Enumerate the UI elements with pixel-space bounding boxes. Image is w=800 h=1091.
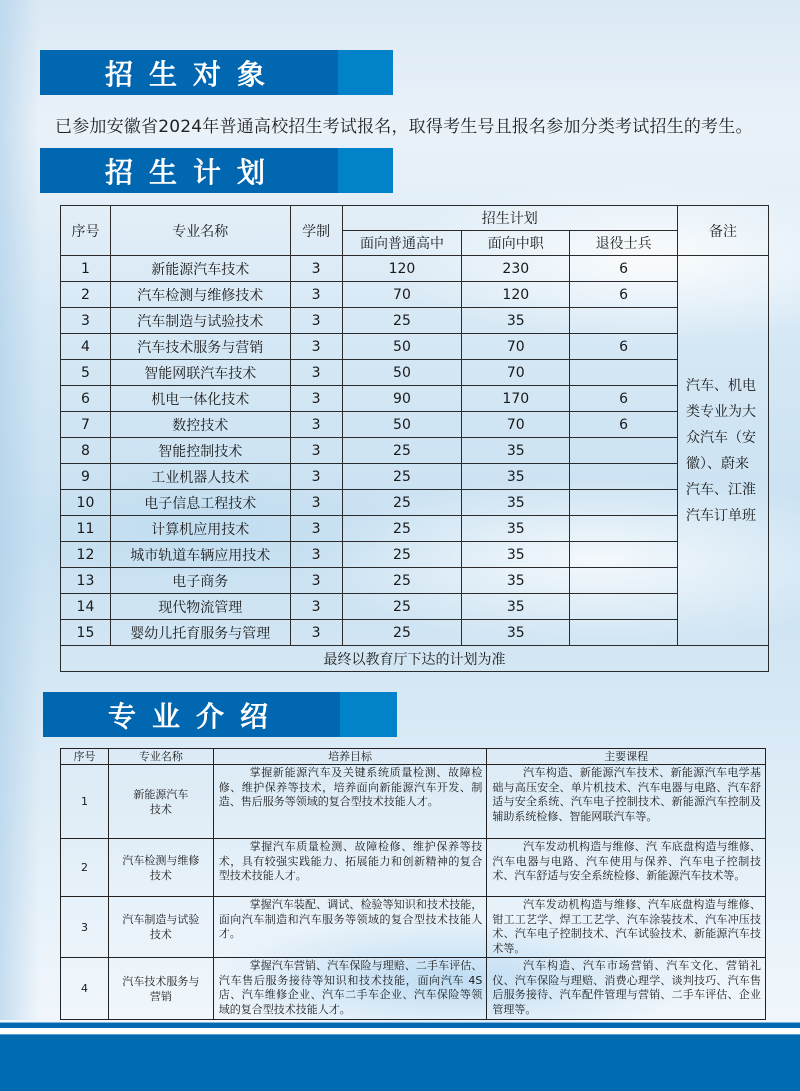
cell-general-hs: 90 [342, 386, 462, 412]
cell-major: 新能源汽车技术 [110, 256, 290, 282]
section-header-intro [43, 692, 397, 737]
cell-general-hs: 25 [342, 568, 462, 594]
cell-courses: 汽车构造、汽车市场营销、汽车文化、营销礼仪、汽车保险与理赔、消费心理学、谈判技巧、汽车售后服务接待、汽车配件管理与营销、二手车评估、企业管理等。 [487, 958, 766, 1020]
cell-goal: 掌握汽车装配、调试、检验等知识和技术技能，面向汽车制造和汽车服务等领域的复合型技术技能人才。 [213, 897, 487, 958]
cell-vocational: 35 [462, 594, 570, 620]
cell-veterans [570, 568, 678, 594]
section-title: 专业介绍 [43, 692, 340, 737]
section-header-target [40, 50, 393, 95]
cell-years: 3 [290, 620, 342, 646]
target-description: 已参加安徽省2024年普通高校招生考试报名，取得考生号且报名参加分类考试招生的考生。 [55, 117, 753, 137]
cell-general-hs: 25 [342, 516, 462, 542]
major-name-line: 新能源汽车 [133, 787, 189, 801]
cell-index: 3 [61, 897, 109, 958]
cell-major: 机电一体化技术 [110, 386, 290, 412]
cell-major [108, 765, 213, 839]
table-row [61, 412, 769, 438]
section-bar-accent [338, 50, 393, 95]
table-row [61, 620, 769, 646]
cell-courses: 汽车发动机构造与维修、汽车底盘构造与维修、钳工工艺学、焊工工艺学、汽车涂装技术、汽车冲压技术、汽车电子控制技术、汽车试验技术、新能源汽车技术等。 [487, 897, 766, 958]
table-row [61, 334, 769, 360]
cell-veterans: 6 [570, 386, 678, 412]
cell-years: 3 [290, 308, 342, 334]
cell-index: 4 [61, 958, 109, 1020]
cell-major [108, 897, 213, 958]
cell-veterans [570, 542, 678, 568]
cell-vocational: 230 [462, 256, 570, 282]
cell-years: 3 [290, 412, 342, 438]
cell-goal: 掌握汽车营销、汽车保险与理赔、二手车评估、汽车售后服务接待等知识和技术技能，面向汽车 4S 店、汽车维修企业、汽车二手车企业、汽车保险等领域的复合型技术技能人才。 [213, 958, 487, 1020]
cell-major: 智能控制技术 [110, 438, 290, 464]
cell-major: 计算机应用技术 [110, 516, 290, 542]
cell-years: 3 [290, 490, 342, 516]
cell-index: 3 [61, 308, 111, 334]
cell-courses: 汽车发动机构造与维修、汽 车底盘构造与维修、汽车电器与电路、汽车使用与保养、汽车电子控制技术、汽车舒适与安全系统检修、新能源汽车技术等。 [487, 839, 766, 897]
cell-general-hs: 25 [342, 490, 462, 516]
major-introduction-table [60, 748, 766, 1020]
cell-vocational: 35 [462, 464, 570, 490]
section-bar-accent [338, 148, 393, 193]
cell-veterans [570, 490, 678, 516]
cell-index: 1 [61, 256, 111, 282]
section-header-plan [40, 148, 393, 193]
table-row [61, 897, 766, 958]
header-major: 专业名称 [110, 206, 290, 256]
major-name-line: 汽车检测与维修 [122, 853, 200, 867]
cell-index: 5 [61, 360, 111, 386]
footer-band [0, 1034, 800, 1091]
cell-major: 汽车制造与试验技术 [110, 308, 290, 334]
cell-general-hs: 25 [342, 438, 462, 464]
cell-vocational: 35 [462, 490, 570, 516]
cell-major: 电子商务 [110, 568, 290, 594]
header-courses: 主要课程 [487, 749, 766, 765]
major-name-line: 技术 [149, 802, 172, 816]
table-row [61, 839, 766, 897]
cell-veterans [570, 516, 678, 542]
major-name-line: 技术 [149, 928, 172, 941]
cell-vocational: 120 [462, 282, 570, 308]
table-row [61, 464, 769, 490]
cell-vocational: 35 [462, 308, 570, 334]
header-vocational: 面向中职 [462, 231, 570, 256]
cell-veterans [570, 620, 678, 646]
major-name-line: 汽车技术服务与 [122, 974, 200, 988]
cell-index: 4 [61, 334, 111, 360]
cell-goal: 掌握汽车质量检测、故障检修、维护保养等技术，具有较强实践能力、拓展能力和创新精神的复合型技术技能人才。 [213, 839, 487, 897]
table-row [61, 542, 769, 568]
header-remark: 备注 [678, 206, 769, 256]
cell-vocational: 170 [462, 386, 570, 412]
cell-general-hs: 25 [342, 542, 462, 568]
cell-years: 3 [290, 360, 342, 386]
table-row [61, 282, 769, 308]
header-goal: 培养目标 [213, 749, 487, 765]
enrollment-plan-table [60, 205, 769, 672]
cell-veterans [570, 594, 678, 620]
cell-index: 9 [61, 464, 111, 490]
header-plan-group: 招生计划 [342, 206, 677, 231]
cell-general-hs: 70 [342, 282, 462, 308]
cell-vocational: 35 [462, 438, 570, 464]
cell-major: 汽车技术服务与营销 [110, 334, 290, 360]
cell-index: 12 [61, 542, 111, 568]
cell-major: 工业机器人技术 [110, 464, 290, 490]
cell-veterans [570, 438, 678, 464]
cell-remark: 汽车、机电类专业为大众汽车（安徽）、蔚来汽车、江淮汽车订单班 [678, 256, 769, 646]
table-row [61, 490, 769, 516]
cell-veterans [570, 360, 678, 386]
cell-index: 13 [61, 568, 111, 594]
cell-major: 现代物流管理 [110, 594, 290, 620]
cell-vocational: 70 [462, 360, 570, 386]
cell-index: 7 [61, 412, 111, 438]
major-name-line: 营销 [149, 989, 172, 1003]
section-title: 招生对象 [40, 50, 338, 95]
header-veterans: 退役士兵 [570, 231, 678, 256]
cell-veterans [570, 308, 678, 334]
cell-goal: 掌握新能源汽车及关键系统质量检测、故障检修、维护保养等技术，培养面向新能源汽车开发、制造、售后服务等领域的复合型技术技能人才。 [213, 765, 487, 839]
cell-general-hs: 120 [342, 256, 462, 282]
cell-vocational: 35 [462, 620, 570, 646]
table-row [61, 594, 769, 620]
cell-vocational: 35 [462, 516, 570, 542]
cell-index: 15 [61, 620, 111, 646]
cell-vocational: 70 [462, 412, 570, 438]
cell-vocational: 35 [462, 542, 570, 568]
cell-years: 3 [290, 516, 342, 542]
cell-years: 3 [290, 542, 342, 568]
table-row [61, 360, 769, 386]
cell-general-hs: 25 [342, 308, 462, 334]
cell-major: 汽车检测与维修技术 [110, 282, 290, 308]
table-row [61, 958, 766, 1020]
cell-major [108, 839, 213, 897]
cell-index: 14 [61, 594, 111, 620]
section-bar-accent [340, 692, 397, 737]
cell-major [108, 958, 213, 1020]
header-index: 序号 [61, 206, 111, 256]
cell-veterans: 6 [570, 256, 678, 282]
cell-general-hs: 25 [342, 464, 462, 490]
table-row [61, 438, 769, 464]
cell-major: 电子信息工程技术 [110, 490, 290, 516]
cell-index: 11 [61, 516, 111, 542]
cell-index: 2 [61, 282, 111, 308]
major-name-line: 汽车制造与试验 [122, 913, 200, 926]
major-name-line: 技术 [149, 868, 172, 882]
cell-vocational: 35 [462, 568, 570, 594]
cell-courses: 汽车构造、新能源汽车技术、新能源汽车电学基础与高压安全、单片机技术、汽车电器与电路、汽车舒适与安全系统、汽车电子控制技术、新能源汽车控制及辅助系统检修、智能网联汽车等。 [487, 765, 766, 839]
cell-veterans: 6 [570, 412, 678, 438]
cell-major: 婴幼儿托育服务与管理 [110, 620, 290, 646]
background-shade [0, 0, 40, 1020]
cell-general-hs: 25 [342, 594, 462, 620]
table-row [61, 256, 769, 282]
cell-index: 8 [61, 438, 111, 464]
cell-index: 2 [61, 839, 109, 897]
table-row [61, 308, 769, 334]
section-title: 招生计划 [40, 148, 338, 193]
table-footnote-row [61, 646, 769, 672]
table-row [61, 386, 769, 412]
cell-index: 10 [61, 490, 111, 516]
cell-general-hs: 50 [342, 412, 462, 438]
cell-years: 3 [290, 256, 342, 282]
header-major: 专业名称 [108, 749, 213, 765]
cell-index: 1 [61, 765, 109, 839]
header-years: 学制 [290, 206, 342, 256]
cell-general-hs: 25 [342, 620, 462, 646]
header-general-hs: 面向普通高中 [342, 231, 462, 256]
cell-years: 3 [290, 282, 342, 308]
table-row [61, 568, 769, 594]
cell-veterans: 6 [570, 334, 678, 360]
cell-years: 3 [290, 594, 342, 620]
header-index: 序号 [61, 749, 109, 765]
cell-veterans: 6 [570, 282, 678, 308]
cell-general-hs: 50 [342, 360, 462, 386]
cell-years: 3 [290, 386, 342, 412]
cell-years: 3 [290, 464, 342, 490]
cell-years: 3 [290, 438, 342, 464]
table-row [61, 516, 769, 542]
cell-general-hs: 50 [342, 334, 462, 360]
table-row [61, 765, 766, 839]
cell-years: 3 [290, 334, 342, 360]
cell-major: 城市轨道车辆应用技术 [110, 542, 290, 568]
plan-footnote: 最终以教育厅下达的计划为准 [61, 646, 769, 672]
cell-major: 数控技术 [110, 412, 290, 438]
cell-years: 3 [290, 568, 342, 594]
cell-major: 智能网联汽车技术 [110, 360, 290, 386]
cell-vocational: 70 [462, 334, 570, 360]
cell-veterans [570, 464, 678, 490]
cell-index: 6 [61, 386, 111, 412]
